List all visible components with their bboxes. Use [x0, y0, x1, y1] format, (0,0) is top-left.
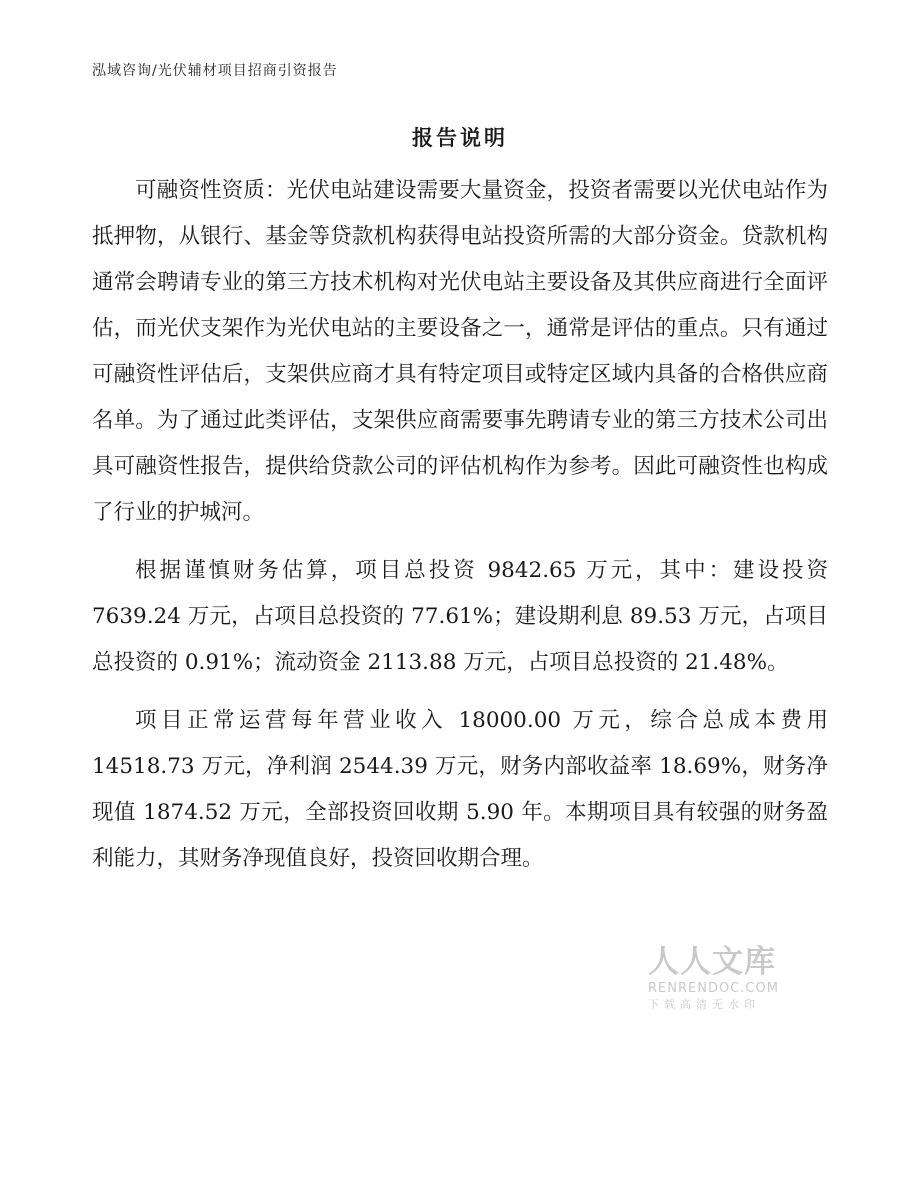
paragraph-investment-estimate: 根据谨慎财务估算，项目总投资 9842.65 万元，其中：建设投资 7639.24 万元，占项目总投资的 77.61%；建设期利息 89.53 万元，占项目总投资的 0.91%；流动资金 2113.88 万元，占项目总投资的 21.48%。 [92, 558, 828, 675]
document-title: 报告说明 [412, 125, 508, 150]
watermark-slogan: 下载高清无水印 [648, 998, 760, 1011]
watermark-domain: RENRENDOC.COM [648, 981, 779, 996]
paragraph-operating-revenue: 项目正常运营每年营业收入 18000.00 万元，综合总成本费用 14518.73 万元，净利润 2544.39 万元，财务内部收益率 18.69%，财务净现值 1874.52 万元，全部投资回收期 5.90 年。本期项目具有较强的财务盈利能力，其财务净现值良好，投资回收期合理。 [92, 708, 828, 871]
watermark [648, 943, 808, 1013]
document-body [92, 168, 828, 894]
paragraph-financing-qualification: 可融资性资质：光伏电站建设需要大量资金，投资者需要以光伏电站作为抵押物，从银行、基金等贷款机构获得电站投资所需的大部分资金。贷款机构通常会聘请专业的第三方技术机构对光伏电站主要设备及其供应商进行全面评估，而光伏支架作为光伏电站的主要设备之一，通常是评估的重点。只有通过可融资性评估后，支架供应商才具有特定项目或特定区域内具备的合格供应商名单。为了通过此类评估，支架供应商需要事先聘请专业的第三方技术公司出具可融资性报告，提供给贷款公司的评估机构作为参考。因此可融资性也构成了行业的护城河。 [92, 178, 828, 525]
watermark-logo-text: 人人文库 [648, 944, 776, 980]
document-header: 泓域咨询/光伏辅材项目招商引资报告 [92, 63, 338, 79]
